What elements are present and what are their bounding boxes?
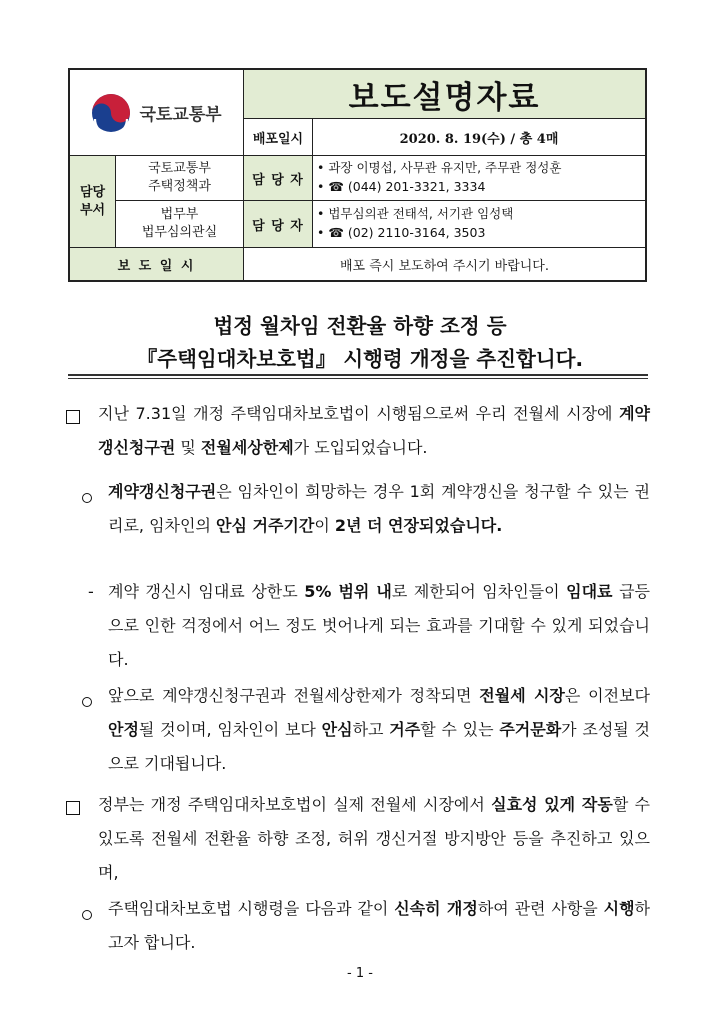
paragraph-1 [98,397,650,465]
paragraph-3 [108,575,650,677]
press-date-value: 배포 즉시 보도하여 주시기 바랍니다. [339,258,550,274]
dept1-contact-label: 담 당 자 [252,172,304,188]
dash-bullet-icon: - [88,582,94,601]
paragraph-2 [108,475,650,543]
bullet-circle-1 [82,488,92,507]
press-date-value-cell [244,248,645,280]
p2-bold-1: 계약갱신청구권 [108,482,217,501]
p1-bold-2: 전월세상한제 [200,438,294,457]
release-date-value-cell [313,119,645,155]
dept1-contact-label-cell [244,156,312,200]
ministry-logo-cell [70,70,243,155]
p3-bold-1: 5% 범위 내 [304,582,392,601]
divider [243,155,244,280]
dept2-name-cell [116,201,243,247]
dept1-contact-cell [317,158,643,198]
p3-bold-2: 임대료 [566,582,613,601]
dept2-contact-label-cell [244,201,312,247]
release-date-label-cell [244,119,312,155]
p6-text-2: 하여 관련 사항을 [477,899,604,918]
divider [70,247,645,248]
p4-text-2: 은 이전보다 [564,686,650,705]
dept-label-cell [70,156,115,247]
dept2-name-line1: 법무부 [160,207,199,222]
headline-line1: 법정 월차임 전환율 하향 조정 등 [213,314,507,338]
doc-type-title-cell [244,70,645,118]
p5-bold-1: 실효성 있게 작동 [491,795,613,814]
p3-text: 계약 갱신시 임대료 상한도 [108,582,305,601]
p2-bold-2: 안심 거주기간 [216,516,315,535]
bullet-circle-2 [82,692,92,711]
p4-text: 앞으로 계약갱신청구권과 전월세상한제가 정착되면 [108,686,480,705]
square-bullet-icon [66,410,80,424]
divider [243,70,244,155]
circle-bullet-icon [82,493,92,503]
p4-text-6: 가 조성될 것으로 기대됩니다. [108,720,650,773]
p2-text-2: 이 [314,516,335,535]
paragraph-5 [98,788,650,890]
paragraph-6 [108,892,650,960]
dept2-contact-cell [317,204,643,244]
press-header-table [68,68,647,282]
circle-bullet-icon [82,910,92,920]
divider [115,200,645,201]
square-bullet-icon [66,801,80,815]
p4-bold-3: 안심 [321,720,353,739]
p4-text-3: 될 것이며, 임차인이 보다 [138,720,322,739]
divider [243,118,645,119]
headline-line2: 『주택임대차보호법』 시행령 개정을 추진합니다. [136,347,584,371]
p5-text: 정부는 개정 주택임대차보호법이 실제 전월세 시장에서 [98,795,492,814]
dept2-name-line2: 법무심의관실 [141,225,218,240]
p4-bold-4: 거주 [389,720,421,739]
p1-bold-1: 계약갱신청구권 [98,404,650,457]
p6-text-3: 하고자 합니다. [108,899,650,952]
ministry-emblem-icon [91,93,131,133]
press-date-label: 보 도 일 시 [117,258,196,274]
p4-bold-1: 전월세 시장 [479,686,565,705]
dept-label: 담당 부서 [79,184,106,218]
p2-text: 은 임차인이 희망하는 경우 1회 계약갱신을 청구할 수 있는 권리로, 임차인의 [108,482,650,535]
release-date-label: 배포일시 [252,131,304,147]
p1-text-2: 및 [175,438,201,457]
p3-text-2: 로 제한되어 임차인들이 [391,582,567,601]
p4-bold-5: 주거문화 [499,720,562,739]
p6-bold-1: 신속히 개정 [394,899,478,918]
p4-bold-2: 안정 [108,720,139,739]
divider [312,155,313,247]
headline-separator-top [68,374,648,376]
paragraph-4 [108,679,650,781]
p4-text-5: 할 수 있는 [420,720,500,739]
p6-text: 주택임대차보호법 시행령을 다음과 같이 [108,899,395,918]
bullet-box-2 [66,800,80,819]
bullet-box-1 [66,409,80,428]
press-date-label-cell [70,248,243,280]
dept1-name-line1: 국토교통부 [148,161,211,176]
page-number: - 1 - [347,966,373,981]
dept1-name-cell [116,156,243,200]
p6-bold-2: 시행 [603,899,635,918]
divider [70,155,645,156]
dept2-contact-line1: • 법무심의관 전태석, 서기관 임성택 [317,206,514,221]
ministry-name: 국토교통부 [139,105,222,125]
circle-bullet-icon [82,697,92,707]
dept2-contact-label: 담 당 자 [252,218,304,234]
dept1-contact-line1: • 과장 이명섭, 사무관 유지만, 주무관 정성훈 [317,160,562,175]
p5-text-2: 할 수 있도록 전월세 전환율 하향 조정, 허위 갱신거절 방지방안 등을 추진하고 있으며, [98,795,650,882]
p3-text-3: 급등으로 인한 걱정에서 어느 정도 벗어나게 되는 효과를 기대할 수 있게 되었습니다. [108,582,650,669]
dept2-contact-line2: • ☎ (02) 2110-3164, 3503 [317,225,486,240]
p1-text-3: 가 도입되었습니다. [293,438,428,457]
dept1-contact-line2: • ☎ (044) 201-3321, 3334 [317,179,486,194]
p2-bold-3: 2년 더 연장되었습니다. [334,516,503,535]
divider [312,118,313,155]
divider [115,155,116,247]
release-date-value: 2020. 8. 19(수) / 총 4매 [399,131,559,147]
dept1-name-line2: 주택정책과 [148,179,211,194]
p1-text: 지난 7.31일 개정 주택임대차보호법이 시행됨으로써 우리 전월세 시장에 [98,404,620,423]
doc-type-title: 보도설명자료 [348,79,541,116]
bullet-circle-3 [82,905,92,924]
p4-text-4: 하고 [352,720,390,739]
headline-separator-bottom [68,378,648,379]
